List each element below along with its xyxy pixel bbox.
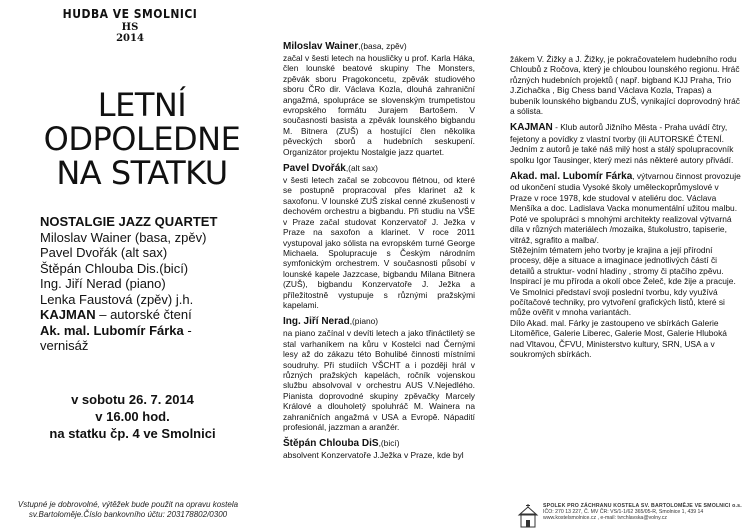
program-member: Pavel Dvořák (alt sax): [40, 245, 168, 260]
bio-text: Stěžejním tématem jeho tvorby je krajina a její přírodní procesy, děje a situace a imaginace jednotlivých částí či detailů a struktur- vodní hladiny , stromy či ptačího zpěvu. Inspirací je mu příroda a okolí obce Želeč, kde žije a pracuje. Ve Smolnici představí svoji poslední tvorbu, kdy využívá počítačové techniky, pro vytvoření grafických listů, které si může ověřit v mnoha variantách.: [510, 244, 736, 318]
event-info: [25, 391, 240, 442]
program-member: Štěpán Chlouba Dis.(bicí): [40, 260, 189, 276]
program-member: Ing. Jiří Nerad (piano): [40, 276, 166, 291]
logo-year: 2014: [116, 33, 144, 44]
bio-name: Akad. mal. Lubomír Fárka: [510, 171, 633, 183]
bio-text: začal v šesti letech na housličky u prof. Karla Háka, člen lounské beatové skupiny The Monsters, zpěvák sboru Pragokoncetu, zpěvák studiového sboru ČRo dir. Václava Kozla, dlouhá zahraniční angažmá, spolupráce se slovenským trumpetistou evropského formátu Jurajem Bartošem. V současnosti basista a zpěvák lounského bigbandu M. Bitnera (ZUŠ) a hostující člen několika pěveckých sborů a hudebních seskupení. Organizátor projektu Nostalgie jazz quartet.: [283, 53, 475, 157]
bio-nerad: [283, 316, 475, 432]
program-vernisaz: vernisáž: [40, 338, 89, 353]
kajman-bold: KAJMAN: [40, 307, 96, 322]
bio-text: absolvent Konzervatoře J.Ježka v Praze, kde byl: [283, 450, 464, 461]
bio-role: ,(bicí): [378, 438, 400, 449]
event-date: v sobotu 26. 7. 2014: [71, 392, 194, 407]
farka-bold: Ak. mal. Lubomír Fárka: [40, 322, 184, 338]
bio-text: - Klub autorů Jižního Města - Praha uvádí čtry, fejetony a povídky z vlastní tvorby (ili AUTORSKÉ ČTENÍ. Jedním z autorů je také náš milý host a stálý spolupracovník spolku Igor Tausinger, který mezi nás některé autory přivádí.: [510, 122, 734, 165]
bio-role: ,(piano): [349, 316, 379, 327]
bio-text: Dílo Akad. mal. Fárky je zastoupeno ve sbírkách Galerie Litoměřice, Galerie Liberec, Galerie Most, Galerie Hluboká nad Vltavou, ČFVU, Ministerstvo kultury, SRN, USA a v soukromých sbírkách.: [510, 317, 727, 359]
program-header: NOSTALGIE JAZZ QUARTET: [40, 214, 218, 229]
program-farka: [40, 323, 260, 339]
title-line: LETNÍ: [97, 86, 187, 124]
bio-text: v šesti letech začal se zobcovou flétnou, od které se postupně propracoval přes klarinet až k saxofonu. V lounské ZUŠ získal cenné zkušenosti v dechovém orchestru a bigbandu. Při studiu na VŠE v Praze začal studovat Konzervatoř J. Ježka v Praze na saxofon a klarinet. V roce 2011 vystupoval jako sólista na evropském turné George Michaela. Spolupracuje s Českým národním symfonickým orchestrem. V současnosti působí v lounské kapele Jazzcase, bigbandu Milana Bitnera (ZUŠ), bigbandu Konzervatoře J. Ježka a příležitostně vystupuje s různými pražskými kapelami.: [283, 175, 475, 310]
bio-text: na piano začínal v devíti letech a jako třináctiletý se stal varhaníkem na kůru v Kostelci nad Černými lesy až do zákazu této Bohulibé činnosti místními soudruhy. Při studiích VŠCHT a i později hrál v různých pražských kapelách, ročník vojenskou službu absolvoval v orchestru AUS V.Nejedlého. Pianista doprovodné skupiny zpěvačky Marcely Králové a dlouholetý spoluhráč M. Wainera na zahraničních angažmá v USA a Evropě. Nápadití profesionál, jazzman a aranžér.: [283, 328, 475, 432]
title-line: ODPOLEDNE: [43, 120, 241, 158]
title-line: NA STATKU: [56, 154, 228, 192]
event-place: na statku čp. 4 ve Smolnici: [49, 426, 216, 441]
bio-kajman: [510, 122, 742, 165]
bio-text: , výtvarnou činnost provozuje od ukončení studia Vysoké školy uměleckoprůmyslové v Praze v roce 1978, kde studoval v ateliéru doc. Václava Menšíka a doc. Ladislava Vacka monumentální užitou malbu. Poté ve spolupráci s mnohými architekty realizoval výtvarná díla v různých materiálech /mozaika, štukolustro, tapiserie, vitráž, sgrafito a malba/.: [510, 171, 741, 245]
footer-text: [543, 503, 743, 522]
bio-text: žákem V. Žižky a J. Žižky, je pokračovatelem hudebního rodu Chloubů z Ročova, který je chloubou lounského regionu. Hráč různých hudebních projektů ( např. bigband KJJ Praha, Trio J.Zichačka , Big Chess band Václava Kozla, Trapas) a bubeník lounského bigbandu ZUŠ, vynikající doprovodný hráč a sólista.: [510, 54, 740, 117]
festival-logo: [30, 7, 230, 44]
footer-ids: IČO: 270 13 227, Č. MV ČR: VS/1-1/62 365/05-R, Smolnice 1, 439 14: [543, 509, 704, 516]
bio-name: Pavel Dvořák: [283, 163, 346, 175]
bio-name: Miloslav Wainer: [283, 41, 359, 52]
bio-name: Štěpán Chlouba DiS: [283, 438, 379, 450]
bio-name: Ing. Jiří Nerad: [283, 316, 350, 328]
program-member: Lenka Faustová (zpěv) j.h.: [40, 291, 194, 307]
bank-account-line: sv.Bartoloměje.Číslo bankovního účtu: 203178802/0300: [28, 510, 228, 519]
bio-wainer: [283, 41, 475, 157]
bio-dvorak: [283, 163, 475, 310]
program-list: [40, 214, 260, 354]
bio-chlouba-cont: [510, 54, 742, 116]
bio-name: KAJMAN: [510, 122, 553, 134]
admission-line: Vstupné je dobrovolné, výtěžek bude použit na opravu kostela: [17, 500, 239, 509]
footer-org: SPOLEK PRO ZÁCHRANU KOSTELA SV. BARTOLOMĚJE VE SMOLNICI o.s.: [543, 503, 742, 509]
event-time: v 16.00 hod.: [95, 409, 170, 424]
right-column: [510, 54, 742, 365]
admission-note: [8, 500, 248, 520]
footer: [517, 503, 745, 529]
program-member: Miloslav Wainer (basa, zpěv): [40, 229, 207, 245]
bio-role: ,(basa, zpěv): [358, 41, 407, 51]
logo-text: HUDBA VE SMOLNICI: [62, 7, 198, 21]
logo-hs: HS: [121, 22, 139, 33]
kajman-rest: – autorské čtení: [95, 307, 192, 322]
program-kajman: [40, 307, 260, 323]
footer-contact[interactable]: www.kostelsmolnice.cz , e-mail: tvrchlavska@volny.cz: [543, 515, 667, 522]
farka-rest: -: [183, 322, 192, 338]
bio-chlouba: [283, 438, 475, 460]
middle-column: [283, 41, 475, 467]
left-column: [0, 0, 262, 532]
bio-role: ,(alt sax): [345, 163, 378, 174]
bio-farka: [510, 171, 742, 359]
church-logo-icon: [517, 504, 539, 528]
main-title: [42, 88, 242, 190]
